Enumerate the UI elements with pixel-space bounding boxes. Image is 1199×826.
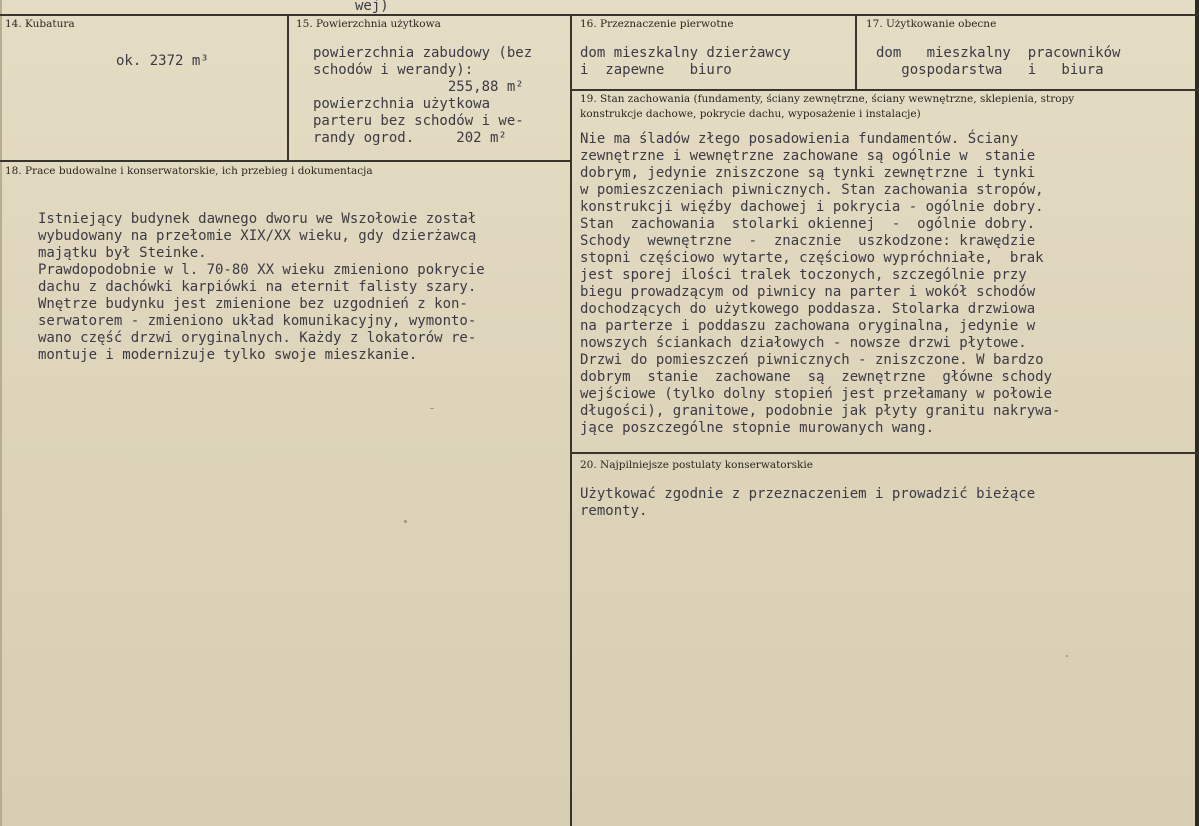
section-15-line: parteru bez schodów i we- xyxy=(313,113,524,129)
section-19-line: Stan zachowania stolarki okiennej - ogólnie dobry. xyxy=(580,216,1036,232)
divider-16-17 xyxy=(855,14,857,90)
section-18-line: dachu z dachówki karpiówki na eternit falisty szary. xyxy=(38,279,477,295)
section-19-line: na parterze i poddaszu zachowana oryginalna, jedynie w xyxy=(580,318,1036,334)
section-19-line: Nie ma śladów złego posadowienia fundamentów. Ściany xyxy=(580,131,1019,147)
section-18-line: montuje i modernizuje tylko swoje mieszkanie. xyxy=(38,347,418,363)
section-17-line: gospodarstwa i biura xyxy=(876,62,1104,78)
section-19-line: w pomieszczeniach piwnicznych. Stan zachowania stropów, xyxy=(580,182,1044,198)
section-19-line: Schody wewnętrzne - znacznie uszkodzone: krawędzie xyxy=(580,233,1036,249)
section-16-line: i zapewne biuro xyxy=(580,62,732,78)
section-18-line: Wnętrze budynku jest zmienione bez uzgodnień z kon- xyxy=(38,296,468,312)
section-19-line: dobrym, jedynie zniszczone są tynki zewnętrzne i tynki xyxy=(580,165,1036,181)
section-18-line: wano część drzwi oryginalnych. Każdy z lokatorów re- xyxy=(38,330,477,346)
section-15-line: 255,88 m² xyxy=(313,79,524,95)
sheet-right-edge xyxy=(1195,0,1199,826)
paper-speck xyxy=(404,520,407,523)
divider-main xyxy=(570,14,572,826)
section-15-line: powierzchnia użytkowa xyxy=(313,96,491,112)
section-19-line: Drzwi do pomieszczeń piwnicznych - zniszczone. W bardzo xyxy=(580,352,1044,368)
section-19-line: jące poszczególne stopnie murowanych wang. xyxy=(580,420,935,436)
section-19-line: dochodzących do użytkowego poddasza. Stolarka drzwiowa xyxy=(580,301,1036,317)
paper-speck xyxy=(430,408,434,409)
section-19-line: biegu prowadzącym od piwnicy na parter i wokół schodów xyxy=(580,284,1036,300)
section-15-line: schodów i werandy): xyxy=(313,62,474,78)
section-17-label: 17. Użytkowanie obecne xyxy=(866,18,997,30)
section-19-line: nowszych ściankach działowych - nowsze drzwi płytowe. xyxy=(580,335,1027,351)
section-18-line: serwatorem - zmieniono układ komunikacyjny, wymonto- xyxy=(38,313,477,329)
paper-speck xyxy=(1066,655,1068,657)
section-20-line: remonty. xyxy=(580,503,648,519)
section-19-label: 19. Stan zachowania (fundamenty, ściany zewnętrzne, ściany wewnętrzne, sklepienia, stropy xyxy=(580,93,1075,105)
section-19-line: wejściowe (tylko dolny stopień jest przełamany w połowie xyxy=(580,386,1053,402)
section-19-line: długości), granitowe, podobnie jak płyty granitu nakrywa- xyxy=(580,403,1061,419)
rule-above-18 xyxy=(0,160,572,162)
header-fragment: wej) xyxy=(355,0,389,14)
section-18-line: Istniejący budynek dawnego dworu we Wszołowie został xyxy=(38,211,477,227)
section-18-label: 18. Prace budowalne i konserwatorskie, ich przebieg i dokumentacja xyxy=(5,165,373,177)
section-16-line: dom mieszkalny dzierżawcy xyxy=(580,45,791,61)
section-18-line: majątku był Steinke. xyxy=(38,245,207,261)
section-15-label: 15. Powierzchnia użytkowa xyxy=(296,18,441,30)
section-14-value: ok. 2372 m³ xyxy=(116,53,209,69)
section-19-line: dobrym stanie zachowane są zewnętrzne główne schody xyxy=(580,369,1053,385)
section-20-label: 20. Najpilniejsze postulaty konserwatorskie xyxy=(580,459,813,471)
section-19-line: stopni częściowo wytarte, częściowo wypróchniałe, brak xyxy=(580,250,1044,266)
section-17-line: dom mieszkalny pracowników xyxy=(876,45,1121,61)
section-15-line: powierzchnia zabudowy (bez xyxy=(313,45,533,61)
section-19-line: zewnętrzne i wewnętrzne zachowane są ogólnie w stanie xyxy=(580,148,1036,164)
section-19-line: konstrukcji więźby dachowej i pokrycia - ogólnie dobry. xyxy=(580,199,1044,215)
section-18-line: wybudowany na przełomie XIX/XX wieku, gdy dzierżawcą xyxy=(38,228,477,244)
section-19-label: konstrukcje dachowe, pokrycie dachu, wyposażenie i instalacje) xyxy=(580,108,921,120)
section-20-line: Użytkować zgodnie z przeznaczeniem i prowadzić bieżące xyxy=(580,486,1036,502)
divider-14-15 xyxy=(287,14,289,160)
rule-above-20 xyxy=(570,452,1199,454)
section-16-label: 16. Przeznaczenie pierwotne xyxy=(580,18,734,30)
sheet-left-edge xyxy=(0,0,2,826)
section-19-line: jest sporej ilości tralek toczonych, szczególnie przy xyxy=(580,267,1027,283)
section-18-line: Prawdopodobnie w l. 70-80 XX wieku zmieniono pokrycie xyxy=(38,262,485,278)
section-14-label: 14. Kubatura xyxy=(5,18,75,30)
section-15-line: randy ogrod. 202 m² xyxy=(313,130,507,146)
